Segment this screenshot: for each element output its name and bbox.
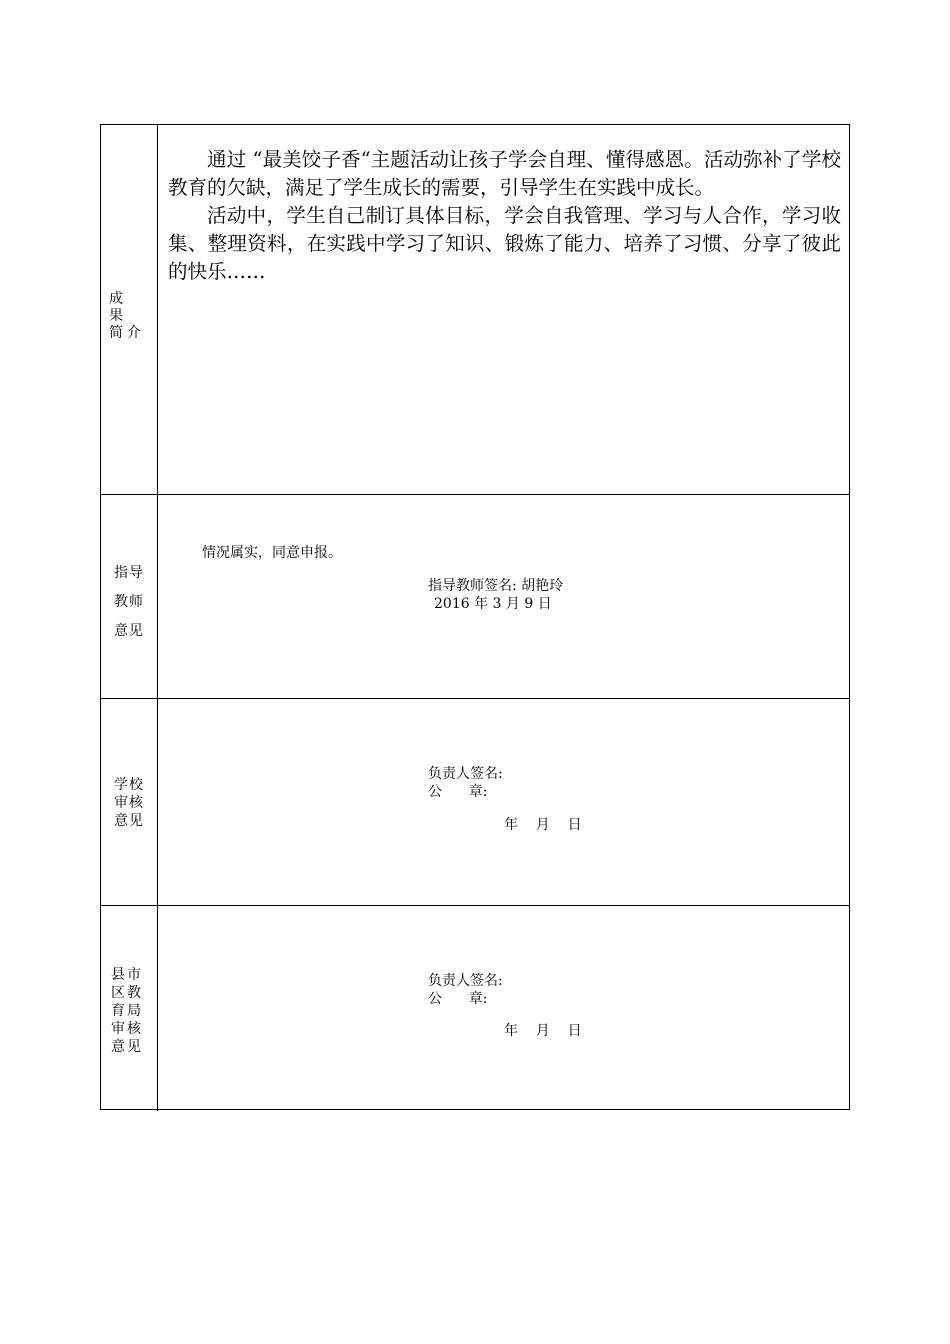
county-review-date: 年 月 日: [504, 1023, 582, 1039]
teacher-opinion-date: 2016 年 3 月 9 日: [434, 596, 552, 612]
county-review-cell: [158, 906, 849, 1111]
achievement-summary-cell: [158, 125, 849, 494]
school-seal-field: 公 章:: [428, 784, 488, 800]
school-review-row: [101, 698, 849, 905]
summary-paragraph-2: 活动中，学生自己制订具体目标，学会自我管理、学习与人合作，学习收集、整理资料，在实践中学习了知识、锻炼了能力、培养了习惯、分享了彼此的快乐……: [168, 204, 841, 283]
school-review-cell: [158, 699, 849, 905]
county-review-label: 县市 区教 育局 审核 意见: [111, 967, 143, 1055]
county-signer-field: 负责人签名:: [428, 973, 503, 989]
summary-paragraph-1: 通过 “最美饺子香“主题活动让孩子学会自理、懂得感恩。活动弥补了学校教育的欠缺，满足了学生成长的需要，引导学生在实践中成长。: [168, 148, 841, 199]
teacher-opinion-label: 指导 教师 意见: [114, 565, 144, 639]
school-review-label: 学校 审核 意见: [114, 777, 144, 829]
school-signer-field: 负责人签名:: [428, 766, 503, 782]
teacher-opinion-row: [101, 494, 849, 698]
county-seal-field: 公 章:: [428, 991, 488, 1007]
achievement-summary-row: [101, 125, 849, 494]
school-review-date: 年 月 日: [504, 817, 582, 833]
teacher-opinion-text: 情况属实，同意申报。: [202, 545, 342, 561]
county-review-row: [101, 905, 849, 1111]
achievement-summary-text: [168, 146, 841, 286]
achievement-summary-label: 成 果 简介: [109, 291, 145, 341]
teacher-signature: 指导教师签名: 胡艳玲: [428, 578, 564, 594]
teacher-opinion-cell: [158, 495, 849, 698]
application-form-table: [100, 124, 850, 1110]
